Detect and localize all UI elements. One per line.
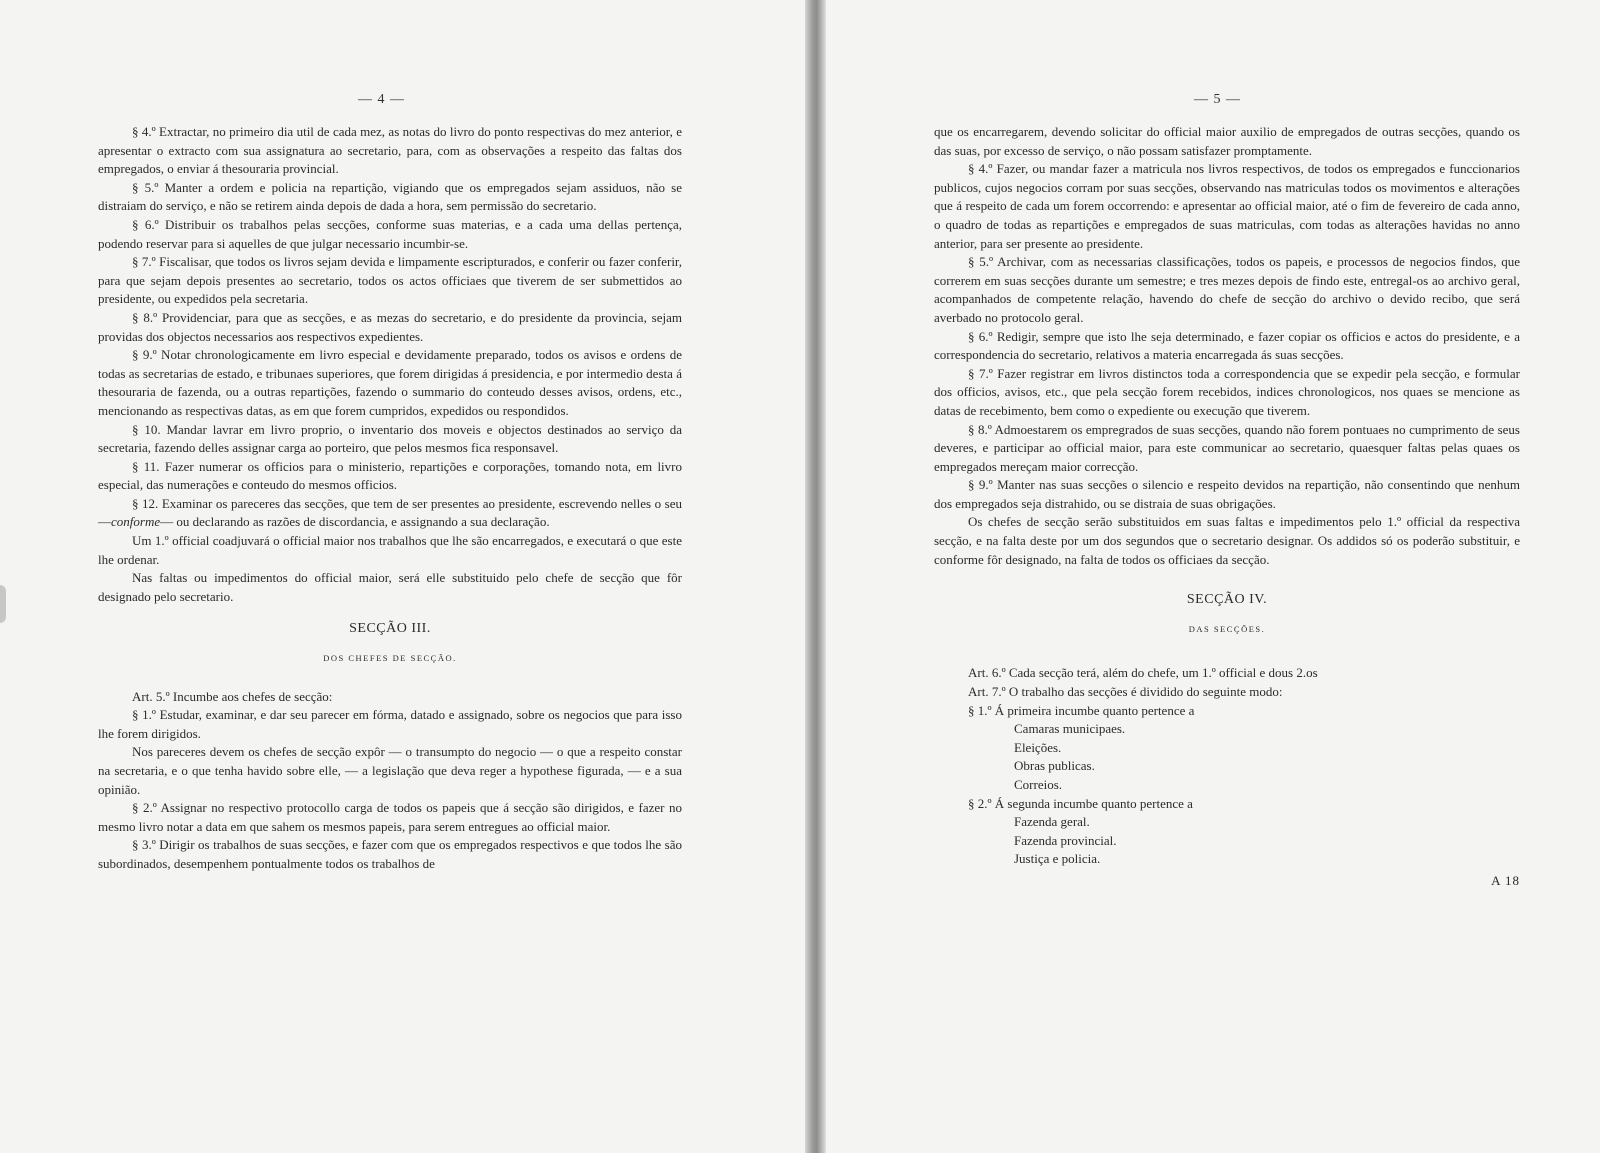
left-paragraphs-bottom [98, 688, 682, 874]
page-edge-mark [0, 585, 6, 623]
first-section-list [934, 720, 1520, 794]
paragraph: Um 1.º official coadjuvará o official maior nos trabalhos que lhe são encarregados, e executará o que este lhe ordenar. [98, 533, 682, 567]
left-paragraphs-top [98, 123, 682, 495]
paragraph: § 7.º Fiscalisar, que todos os livros sejam devida e limpamente escripturados, e conferir ou fazer conferir, para que sejam depois presentes ao secretario, todos os actos officiaes que tiverem de ser submettidos ao presidente, ou expedidos pela secretaria. [98, 254, 682, 307]
list-item: Correios. [1014, 777, 1063, 792]
list-item: Eleições. [1014, 739, 1062, 755]
paragraph: § 9.º Notar chronologicamente em livro especial e devidamente preparado, todos os avisos e ordens de todas as secretarias de estado, e tribunaes superiores, que forem dirigidas á presidencia, e por intermedio desta á thesouraria de fazenda, ou a outras repartições, fazendo o summario do conteudo desses avisos, ordens, etc., mencionando as respectivas datas, as em que forem cumpridos, expedidos ou respondidos. [98, 347, 682, 418]
section-title: SECÇÃO III. [349, 621, 431, 637]
section-subtitle: DOS CHEFES DE SECÇÃO. [323, 653, 457, 664]
list-item: Fazenda geral. [1014, 814, 1090, 830]
paragraph-second-section: § 2.º Á segunda incumbe quanto pertence a [968, 795, 1193, 811]
paragraph: § 8.º Providenciar, para que as secções, e as mezas do secretario, e do presidente da provincia, sejam providas dos objectos necessarios aos respectivos expedientes. [98, 309, 682, 344]
list-item: Camaras municipaes. [1014, 721, 1126, 737]
conforme-italic: conforme [111, 514, 161, 530]
book-gutter [805, 0, 826, 1153]
list-item: Obras publicas. [1014, 758, 1095, 774]
paragraph: § 7.º Fazer registrar em livros distinctos toda a correspondencia que se expedir pela secção, e formular dos officios, avisos, etc., que pela secção forem recebidos, indices chronologicos, nos quaes se mencione as datas de recebimento, bem como o expediente ou execução que tiverem. [934, 365, 1520, 418]
paragraph: § 10. Mandar lavrar em livro proprio, o inventario dos moveis e objectos destinados ao serviço da secretaria, fazendo delles assignar carga ao porteiro, que pelos mesmos fica responsavel. [98, 421, 682, 456]
list-item: Justiça e policia. [1014, 851, 1101, 867]
paragraph: § 3.º Dirigir os trabalhos de suas secções, e fazer com que os empregados respectivos e que todos lhe são subordinados, desempenhem pontualmente todos os trabalhos de [98, 837, 682, 871]
paragraph: Art. 5.º Incumbe aos chefes de secção: [132, 688, 333, 704]
paragraph: § 9.º Manter nas suas secções o silencio e respeito devidos na repartição, não consentindo que nenhum dos empregados seja distrahido, ou se distraia de suas obrigações. [934, 477, 1520, 511]
paragraph: Nas faltas ou impedimentos do official maior, será elle substituido pelo chefe de secção que fôr designado pelo secretario. [98, 570, 682, 604]
second-section-list [934, 813, 1520, 869]
paragraph: Art. 6.º Cada secção terá, além do chefe, um 1.º official e dous 2.os [968, 665, 1318, 681]
right-paragraphs-top [934, 123, 1520, 569]
paragraph-12: § 12. Examinar os pareceres das secções, que tem de ser presentes ao presidente, escrevendo nelles o seu —conforme— ou declarando as razões de discordancia, e assignando a sua declaração. [98, 495, 682, 530]
paragraph: § 5.º Archivar, com as necessarias classificações, todos os papeis, e processos de negocios findos, que correrem em suas secções durante um semestre; e tres mezes depois de findo este, entregal-os ao archivo geral, acompanhados de competente relação, havendo do chefe de secção do archivo o devido recibo, que será averbado no protocolo geral. [934, 254, 1520, 325]
right-page-number: — 5 — [1194, 92, 1241, 107]
right-text-column [934, 123, 1520, 889]
left-text-column [98, 123, 682, 874]
paragraph: § 8.º Admoestarem os empregrados de suas secções, quando não forem pontuaes no cumprimento de seus deveres, e participar ao official maior, para este communicar ao secretario, quaesquer faltas pelas quaes os empregados mereçam maior correcção. [934, 421, 1520, 474]
right-page [826, 0, 1600, 1153]
paragraph: § 11. Fazer numerar os officios para o ministerio, repartições e corporações, tomando nota, em livro especial, das numerações e conteudo do mesmos officios. [98, 458, 682, 493]
paragraph: § 6.º Distribuir os trabalhos pelas secções, conforme suas materias, e a cada uma dellas pertença, podendo reservar para si aquelles de que julgar necessario incumbir-se. [98, 216, 682, 251]
paragraph: § 6.º Redigir, sempre que isto lhe seja determinado, e fazer copiar os officios e actos do presidente, e a correspondencia do secretario, relativos a materia encarregada ás suas secções. [934, 328, 1520, 363]
left-page-number: — 4 — [358, 92, 405, 107]
paragraph: Art. 7.º O trabalho das secções é dividido do seguinte modo: [968, 684, 1283, 700]
signature-mark: A 18 [1491, 873, 1520, 889]
paragraph: § 2.º Assignar no respectivo protocollo carga de todos os papeis que á secção são dirigidos, e fazer no mesmo livro notar a data em que sahem os mesmos papeis, para serem entregues ao official maior. [98, 800, 682, 834]
paragraph: § 1.º Á primeira incumbe quanto pertence a [968, 702, 1195, 718]
paragraph: § 4.º Extractar, no primeiro dia util de cada mez, as notas do livro do ponto respectivas do mez anterior, e apresentar o extracto com sua assignatura ao secretario, para, com as observações a respeito das faltas dos empregados, o enviar á thesouraria provincial. [98, 124, 682, 177]
left-paragraphs-mid [98, 532, 682, 606]
paragraph: que os encarregarem, devendo solicitar do official maior auxilio de empregados de outras secções, quando os das suas, por excesso de serviço, o não possam satisfazer promptamente. [934, 124, 1520, 158]
right-paragraphs-bottom [934, 664, 1520, 720]
list-item: Fazenda provincial. [1014, 832, 1117, 848]
section-subtitle: DAS SECÇÕES. [1188, 623, 1266, 634]
section-title: SECÇÃO IV. [1186, 592, 1268, 608]
paragraph: Os chefes de secção serão substituidos em suas faltas e impedimentos pelo 1.º official da respectiva secção, e na falta deste por um dos segundos que o secretario designar. Os addidos só os poderão substituir, e conforme fôr designado, na falta de todos os officiaes da secção. [934, 514, 1520, 567]
paragraph: Nos pareceres devem os chefes de secção expôr — o transumpto do negocio — o que a respeito constar na secretaria, e o que tenha havido sobre elle, — a legislação que deva reger a hypothese figurada, — e a sua opinião. [98, 744, 682, 797]
paragraph: § 1.º Estudar, examinar, e dar seu parecer em fórma, datado e assignado, sobre os negocios que para isso lhe forem dirigidos. [98, 707, 682, 741]
paragraph: § 5.º Manter a ordem e policia na repartição, vigiando que os empregados sejam assiduos, não se distraiam do serviço, e não se retirem ainda depois de dada a hora, sem permissão do secretario. [98, 179, 682, 214]
paragraph: § 4.º Fazer, ou mandar fazer a matricula nos livros respectivos, de todos os empregados e funccionarios publicos, cujos negocios corram por suas secções, observando nas matriculas todos os movimentos e alterações que á respeito de cada um forem occorrendo: e apresentar ao official maior, até o fim de fevereiro de cada anno, o quadro de todas as repartições e empregados de suas matriculas, com todas as alterações havidas no anno anterior, para ser presente ao presidente. [934, 161, 1520, 251]
